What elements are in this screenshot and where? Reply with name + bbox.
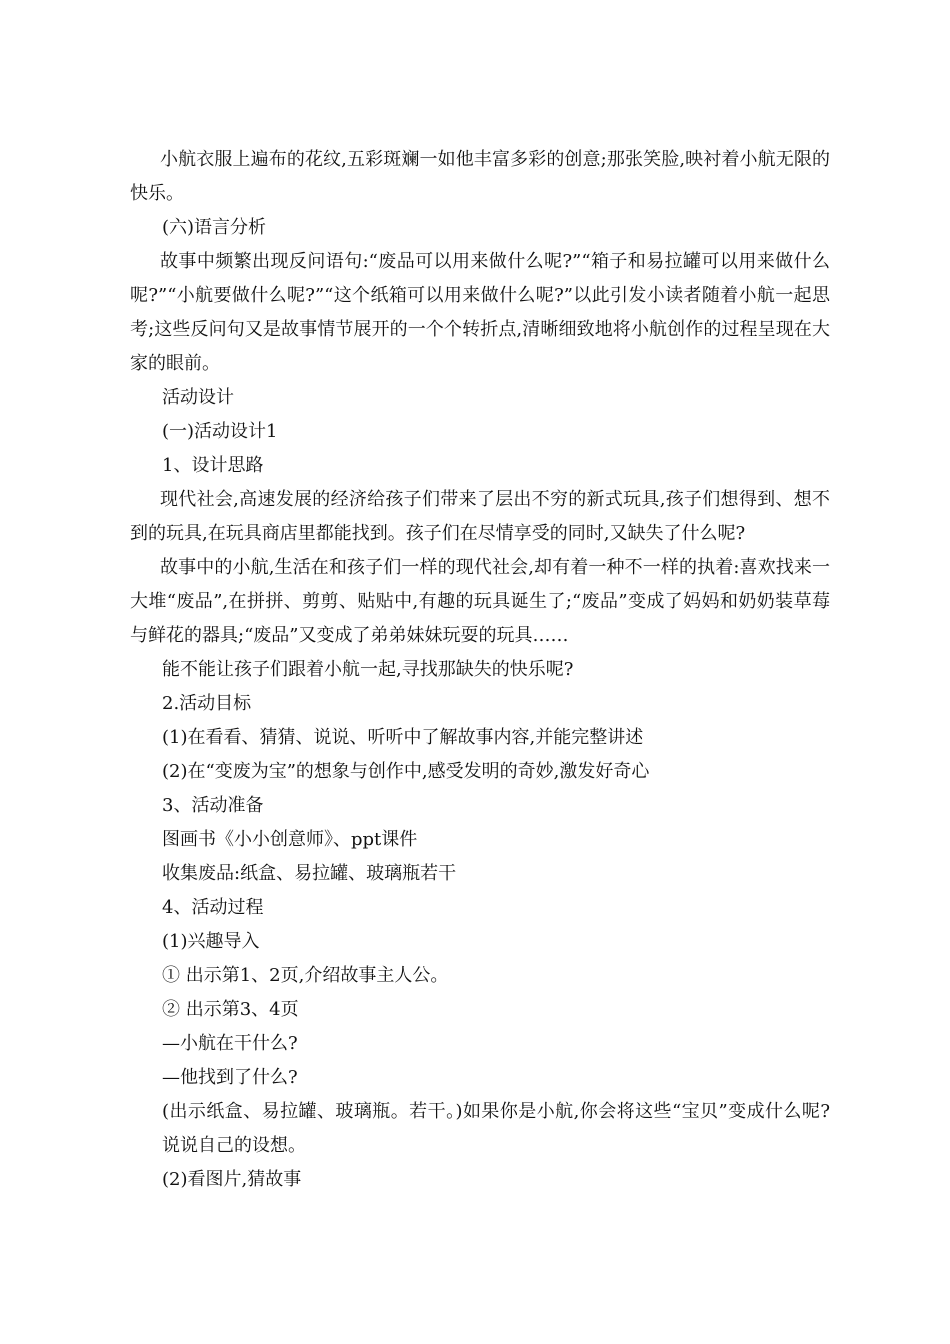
paragraph: (1)在看看、猜猜、说说、听听中了解故事内容,并能完整讲述	[162, 727, 644, 748]
paragraph: ② 出示第3、4页	[162, 999, 299, 1020]
paragraph: 2.活动目标	[162, 693, 252, 714]
paragraph: 小航衣服上遍布的花纹,五彩斑斓一如他丰富多彩的创意;那张笑脸,映衬着小航无限的快乐。	[130, 149, 830, 204]
paragraph: (出示纸盒、易拉罐、玻璃瓶。若干。)如果你是小航,你会将这些“宝贝”变成什么呢?说说自己的设想。	[162, 1101, 830, 1156]
paragraph: (2)在“变废为宝”的想象与创作中,感受发明的奇妙,激发好奇心	[162, 761, 650, 782]
paragraph: (1)兴趣导入	[162, 931, 260, 952]
paragraph: ① 出示第1、2页,介绍故事主人公。	[162, 965, 449, 986]
paragraph: —他找到了什么?	[162, 1067, 298, 1088]
paragraph: 图画书《小小创意师》、ppt课件	[162, 829, 418, 850]
paragraph: 1、设计思路	[162, 455, 264, 476]
paragraph: 故事中的小航,生活在和孩子们一样的现代社会,却有着一种不一样的执着:喜欢找来一大堆“废品”,在拼拼、剪剪、贴贴中,有趣的玩具诞生了;“废品”变成了妈妈和奶奶装草莓与鲜花的器具;“废品”又变成了弟弟妹妹玩耍的玩具……	[130, 557, 830, 646]
paragraph: 3、活动准备	[162, 795, 264, 816]
paragraph: 4、活动过程	[162, 897, 264, 918]
document-body	[130, 143, 830, 1197]
paragraph: (2)看图片,猜故事	[162, 1169, 302, 1190]
paragraph: 能不能让孩子们跟着小航一起,寻找那缺失的快乐呢?	[162, 659, 574, 680]
paragraph: 活动设计	[162, 387, 234, 408]
paragraph: 收集废品:纸盒、易拉罐、玻璃瓶若干	[162, 863, 457, 884]
paragraph: 故事中频繁出现反问语句:“废品可以用来做什么呢?”“箱子和易拉罐可以用来做什么呢?”“小航要做什么呢?”“这个纸箱可以用来做什么呢?”以此引发小读者随着小航一起思考;这些反问句又是故事情节展开的一个个转折点,清晰细致地将小航创作的过程呈现在大家的眼前。	[130, 251, 830, 374]
paragraph: 现代社会,高速发展的经济给孩子们带来了层出不穷的新式玩具,孩子们想得到、想不到的玩具,在玩具商店里都能找到。孩子们在尽情享受的同时,又缺失了什么呢?	[130, 489, 830, 544]
paragraph: (六)语言分析	[162, 217, 267, 238]
paragraph: (一)活动设计1	[162, 421, 278, 442]
paragraph: —小航在干什么?	[162, 1033, 298, 1054]
